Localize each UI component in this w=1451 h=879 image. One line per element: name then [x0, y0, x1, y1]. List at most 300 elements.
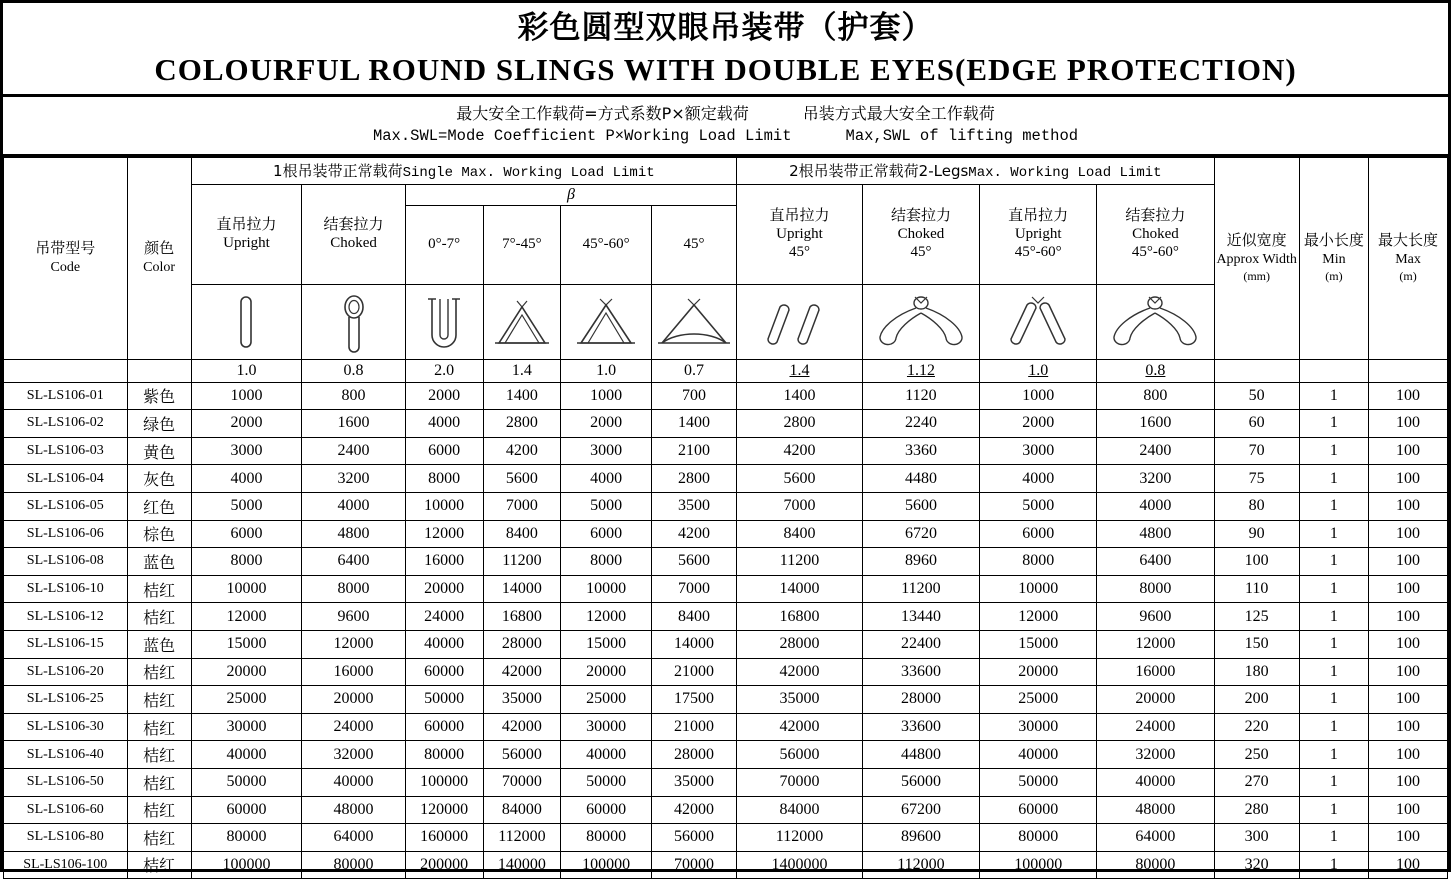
cell-max-length: 100 — [1369, 630, 1448, 658]
cell-load-9: 12000 — [980, 603, 1097, 631]
cell-load-9: 80000 — [980, 824, 1097, 852]
cell-load-3: 60000 — [405, 658, 483, 686]
cell-min-length: 1 — [1299, 437, 1368, 465]
two-leg-choked-icon — [862, 284, 979, 359]
cell-load-8: 112000 — [862, 851, 979, 879]
cell-load-5: 8000 — [561, 548, 652, 576]
cell-load-8: 56000 — [862, 768, 979, 796]
cell-load-6: 700 — [651, 382, 736, 410]
cell-load-6: 1400 — [651, 410, 736, 438]
header-group-single-en: Single Max. Working Load Limit — [402, 165, 655, 182]
cell-load-7: 4200 — [737, 437, 863, 465]
coef-6: 0.7 — [651, 359, 736, 382]
cell-load-10: 24000 — [1097, 713, 1214, 741]
cell-load-5: 2000 — [561, 410, 652, 438]
cell-load-10: 16000 — [1097, 658, 1214, 686]
cell-load-10: 4000 — [1097, 492, 1214, 520]
header-c4-ang: 7°-45° — [502, 236, 542, 253]
cell-load-3: 24000 — [405, 603, 483, 631]
two-leg-upright-45-60-icon — [980, 284, 1097, 359]
sling-choked-icon — [302, 284, 405, 359]
cell-load-10: 80000 — [1097, 851, 1214, 879]
cell-load-9: 1000 — [980, 382, 1097, 410]
cell-code: SL-LS106-05 — [4, 492, 128, 520]
cell-load-6: 42000 — [651, 796, 736, 824]
cell-code: SL-LS106-06 — [4, 520, 128, 548]
cell-code: SL-LS106-80 — [4, 824, 128, 852]
load-limit-table — [3, 157, 1448, 879]
cell-width: 125 — [1214, 603, 1299, 631]
coef-9: 1.0 — [980, 359, 1097, 382]
cell-load-7: 112000 — [737, 824, 863, 852]
cell-load-4: 1400 — [483, 382, 561, 410]
header-approx-width — [1214, 157, 1299, 359]
cell-color: 红色 — [127, 492, 191, 520]
cell-load-3: 100000 — [405, 768, 483, 796]
cell-code: SL-LS106-40 — [4, 741, 128, 769]
cell-load-6: 28000 — [651, 741, 736, 769]
table-row — [4, 382, 1448, 410]
cell-color: 黄色 — [127, 437, 191, 465]
coef-10: 0.8 — [1097, 359, 1214, 382]
cell-max-length: 100 — [1369, 741, 1448, 769]
header-c10-cn: 结套拉力 — [1125, 205, 1186, 224]
cell-load-9: 60000 — [980, 796, 1097, 824]
cell-load-7: 5600 — [737, 465, 863, 493]
table-row — [4, 492, 1448, 520]
cell-load-5: 4000 — [561, 465, 652, 493]
cell-load-9: 2000 — [980, 410, 1097, 438]
cell-color: 桔红 — [127, 686, 191, 714]
header-col-upright-2legs-45 — [737, 184, 863, 284]
cell-min-length: 1 — [1299, 658, 1368, 686]
cell-load-2: 3200 — [302, 465, 405, 493]
cell-load-1: 2000 — [191, 410, 302, 438]
header-max-length — [1369, 157, 1448, 359]
header-col-upright-2legs-45-60 — [980, 184, 1097, 284]
cell-load-6: 17500 — [651, 686, 736, 714]
cell-load-4: 42000 — [483, 713, 561, 741]
title-block — [3, 3, 1448, 97]
header-c9-en: Upright — [1014, 225, 1062, 242]
coef-min-blank — [1299, 359, 1368, 382]
cell-load-8: 22400 — [862, 630, 979, 658]
cell-code: SL-LS106-02 — [4, 410, 128, 438]
cell-load-10: 800 — [1097, 382, 1214, 410]
cell-width: 110 — [1214, 575, 1299, 603]
header-min-en: Min — [1322, 251, 1346, 267]
cell-load-5: 30000 — [561, 713, 652, 741]
cell-load-6: 35000 — [651, 768, 736, 796]
cell-max-length: 100 — [1369, 824, 1448, 852]
cell-load-6: 14000 — [651, 630, 736, 658]
coef-5: 1.0 — [561, 359, 652, 382]
table-row — [4, 686, 1448, 714]
cell-min-length: 1 — [1299, 382, 1368, 410]
formula-cn-right: 吊装方式最大安全工作载荷 — [802, 103, 995, 123]
cell-load-9: 50000 — [980, 768, 1097, 796]
header-min-unit: (m) — [1325, 269, 1343, 284]
cell-max-length: 100 — [1369, 658, 1448, 686]
cell-load-10: 9600 — [1097, 603, 1214, 631]
cell-load-4: 4200 — [483, 437, 561, 465]
cell-min-length: 1 — [1299, 492, 1368, 520]
cell-load-6: 21000 — [651, 713, 736, 741]
cell-color: 紫色 — [127, 382, 191, 410]
cell-load-8: 4480 — [862, 465, 979, 493]
cell-load-10: 3200 — [1097, 465, 1214, 493]
cell-load-4: 5600 — [483, 465, 561, 493]
cell-load-9: 10000 — [980, 575, 1097, 603]
cell-min-length: 1 — [1299, 603, 1368, 631]
cell-max-length: 100 — [1369, 437, 1448, 465]
cell-load-2: 20000 — [302, 686, 405, 714]
cell-width: 180 — [1214, 658, 1299, 686]
header-max-unit: (m) — [1399, 269, 1417, 284]
table-row — [4, 630, 1448, 658]
cell-load-2: 4800 — [302, 520, 405, 548]
cell-load-3: 60000 — [405, 713, 483, 741]
cell-load-1: 12000 — [191, 603, 302, 631]
cell-width: 270 — [1214, 768, 1299, 796]
cell-min-length: 1 — [1299, 768, 1368, 796]
header-col-angle-45-60 — [561, 205, 652, 284]
header-code-en: Code — [50, 259, 81, 275]
title-english: COLOURFUL ROUND SLINGS WITH DOUBLE EYES(EDGE PROTECTION) — [154, 51, 1297, 87]
cell-load-3: 40000 — [405, 630, 483, 658]
sling-upright-icon — [191, 284, 302, 359]
cell-load-8: 13440 — [862, 603, 979, 631]
cell-load-2: 40000 — [302, 768, 405, 796]
cell-load-9: 4000 — [980, 465, 1097, 493]
cell-max-length: 100 — [1369, 768, 1448, 796]
cell-load-10: 4800 — [1097, 520, 1214, 548]
cell-load-7: 28000 — [737, 630, 863, 658]
cell-color: 绿色 — [127, 410, 191, 438]
cell-load-4: 28000 — [483, 630, 561, 658]
header-c5-ang: 45°-60° — [582, 236, 630, 253]
cell-width: 220 — [1214, 713, 1299, 741]
table-row — [4, 437, 1448, 465]
header-col-upright-single — [191, 184, 302, 284]
table-row — [4, 548, 1448, 576]
cell-load-5: 60000 — [561, 796, 652, 824]
cell-min-length: 1 — [1299, 796, 1368, 824]
cell-load-7: 70000 — [737, 768, 863, 796]
two-leg-upright-icon — [737, 284, 863, 359]
two-leg-choked-45-60-icon — [1097, 284, 1214, 359]
cell-code: SL-LS106-60 — [4, 796, 128, 824]
cell-load-1: 1000 — [191, 382, 302, 410]
cell-load-7: 8400 — [737, 520, 863, 548]
cell-load-1: 30000 — [191, 713, 302, 741]
cell-max-length: 100 — [1369, 686, 1448, 714]
cell-load-7: 42000 — [737, 658, 863, 686]
header-c8-en: Choked — [897, 225, 945, 242]
cell-load-10: 2400 — [1097, 437, 1214, 465]
cell-load-4: 11200 — [483, 548, 561, 576]
header-col-angle-0-7 — [405, 205, 483, 284]
cell-color: 桔红 — [127, 796, 191, 824]
cell-load-10: 32000 — [1097, 741, 1214, 769]
cell-color: 蓝色 — [127, 630, 191, 658]
cell-load-3: 6000 — [405, 437, 483, 465]
cell-load-2: 24000 — [302, 713, 405, 741]
cell-load-3: 20000 — [405, 575, 483, 603]
cell-color: 灰色 — [127, 465, 191, 493]
table-row — [4, 575, 1448, 603]
header-col-choked-single — [302, 184, 405, 284]
header-min-length — [1299, 157, 1368, 359]
cell-min-length: 1 — [1299, 575, 1368, 603]
header-code-cn: 吊带型号 — [35, 239, 96, 258]
cell-width: 250 — [1214, 741, 1299, 769]
header-c7-en: Upright — [776, 225, 823, 242]
cell-load-9: 15000 — [980, 630, 1097, 658]
cell-min-length: 1 — [1299, 548, 1368, 576]
cell-width: 280 — [1214, 796, 1299, 824]
cell-color: 桔红 — [127, 713, 191, 741]
cell-min-length: 1 — [1299, 630, 1368, 658]
cell-load-1: 40000 — [191, 741, 302, 769]
cell-load-9: 5000 — [980, 492, 1097, 520]
cell-load-4: 7000 — [483, 492, 561, 520]
table-row — [4, 520, 1448, 548]
cell-min-length: 1 — [1299, 410, 1368, 438]
cell-load-3: 12000 — [405, 520, 483, 548]
header-col-choked-2legs-45 — [862, 184, 979, 284]
cell-load-10: 1600 — [1097, 410, 1214, 438]
cell-load-4: 14000 — [483, 575, 561, 603]
cell-max-length: 100 — [1369, 603, 1448, 631]
cell-min-length: 1 — [1299, 465, 1368, 493]
cell-code: SL-LS106-03 — [4, 437, 128, 465]
sling-basket-icon — [405, 284, 483, 359]
cell-load-5: 12000 — [561, 603, 652, 631]
cell-load-5: 5000 — [561, 492, 652, 520]
cell-load-1: 6000 — [191, 520, 302, 548]
cell-load-8: 28000 — [862, 686, 979, 714]
cell-load-4: 56000 — [483, 741, 561, 769]
cell-load-5: 15000 — [561, 630, 652, 658]
cell-load-8: 5600 — [862, 492, 979, 520]
cell-load-2: 48000 — [302, 796, 405, 824]
header-c9-cn: 直吊拉力 — [1008, 205, 1069, 224]
cell-load-9: 8000 — [980, 548, 1097, 576]
cell-color: 桔红 — [127, 851, 191, 879]
cell-width: 300 — [1214, 824, 1299, 852]
cell-max-length: 100 — [1369, 851, 1448, 879]
cell-load-6: 21000 — [651, 658, 736, 686]
cell-load-3: 10000 — [405, 492, 483, 520]
cell-load-9: 30000 — [980, 713, 1097, 741]
cell-load-4: 16800 — [483, 603, 561, 631]
cell-code: SL-LS106-100 — [4, 851, 128, 879]
formula-block — [3, 97, 1448, 157]
cell-color: 桔红 — [127, 658, 191, 686]
cell-load-2: 9600 — [302, 603, 405, 631]
cell-load-1: 15000 — [191, 630, 302, 658]
cell-code: SL-LS106-25 — [4, 686, 128, 714]
cell-load-8: 1120 — [862, 382, 979, 410]
header-beta: β — [405, 184, 736, 205]
table-body — [4, 382, 1448, 879]
cell-load-1: 50000 — [191, 768, 302, 796]
cell-color: 桔红 — [127, 741, 191, 769]
cell-load-2: 800 — [302, 382, 405, 410]
cell-color: 桔红 — [127, 824, 191, 852]
cell-width: 320 — [1214, 851, 1299, 879]
cell-load-1: 8000 — [191, 548, 302, 576]
cell-load-6: 3500 — [651, 492, 736, 520]
coef-width-blank — [1214, 359, 1299, 382]
cell-max-length: 100 — [1369, 382, 1448, 410]
header-group-row — [4, 157, 1448, 184]
header-c10-ang: 45°-60° — [1131, 244, 1179, 261]
cell-width: 80 — [1214, 492, 1299, 520]
header-c2-cn: 结套拉力 — [323, 215, 384, 234]
cell-width: 100 — [1214, 548, 1299, 576]
cell-max-length: 100 — [1369, 713, 1448, 741]
cell-load-2: 32000 — [302, 741, 405, 769]
cell-load-3: 2000 — [405, 382, 483, 410]
cell-load-7: 1400000 — [737, 851, 863, 879]
table-row — [4, 824, 1448, 852]
cell-min-length: 1 — [1299, 520, 1368, 548]
header-color-en: Color — [143, 259, 176, 275]
cell-load-10: 12000 — [1097, 630, 1214, 658]
header-group-two-cn: 2根吊装带正常载荷2-Legs — [789, 162, 969, 181]
cell-max-length: 100 — [1369, 465, 1448, 493]
cell-load-4: 42000 — [483, 658, 561, 686]
header-group-single — [191, 157, 737, 184]
table-row — [4, 768, 1448, 796]
header-c1-cn: 直吊拉力 — [216, 215, 277, 234]
cell-load-6: 70000 — [651, 851, 736, 879]
sling-basket-angle-45-icon — [651, 284, 736, 359]
cell-code: SL-LS106-15 — [4, 630, 128, 658]
table-row — [4, 658, 1448, 686]
table-row — [4, 465, 1448, 493]
header-col-choked-2legs-45-60 — [1097, 184, 1214, 284]
header-c7-ang: 45° — [788, 244, 810, 261]
formula-en-right: Max,SWL of lifting method — [845, 127, 1079, 146]
cell-load-5: 3000 — [561, 437, 652, 465]
header-c7-cn: 直吊拉力 — [769, 205, 830, 224]
cell-max-length: 100 — [1369, 520, 1448, 548]
cell-load-6: 5600 — [651, 548, 736, 576]
cell-load-4: 140000 — [483, 851, 561, 879]
cell-min-length: 1 — [1299, 713, 1368, 741]
cell-code: SL-LS106-20 — [4, 658, 128, 686]
table-header — [4, 157, 1448, 382]
cell-load-7: 42000 — [737, 713, 863, 741]
cell-load-5: 80000 — [561, 824, 652, 852]
sling-basket-angle-45-60-icon — [561, 284, 652, 359]
header-code — [4, 157, 128, 359]
cell-load-3: 200000 — [405, 851, 483, 879]
coef-4: 1.4 — [483, 359, 561, 382]
cell-load-3: 80000 — [405, 741, 483, 769]
coef-color-blank — [127, 359, 191, 382]
cell-code: SL-LS106-01 — [4, 382, 128, 410]
table-row — [4, 603, 1448, 631]
cell-load-6: 7000 — [651, 575, 736, 603]
cell-load-6: 2800 — [651, 465, 736, 493]
coef-7: 1.4 — [737, 359, 863, 382]
cell-load-10: 48000 — [1097, 796, 1214, 824]
header-c8-ang: 45° — [910, 244, 932, 261]
cell-load-5: 50000 — [561, 768, 652, 796]
table-row — [4, 851, 1448, 879]
header-width-unit: (mm) — [1243, 269, 1270, 284]
cell-load-8: 33600 — [862, 658, 979, 686]
cell-load-8: 11200 — [862, 575, 979, 603]
coef-3: 2.0 — [405, 359, 483, 382]
cell-code: SL-LS106-04 — [4, 465, 128, 493]
coef-2: 0.8 — [302, 359, 405, 382]
cell-min-length: 1 — [1299, 851, 1368, 879]
cell-load-8: 33600 — [862, 713, 979, 741]
cell-load-10: 6400 — [1097, 548, 1214, 576]
cell-load-7: 7000 — [737, 492, 863, 520]
cell-load-5: 20000 — [561, 658, 652, 686]
header-c2-en: Choked — [330, 235, 377, 252]
cell-load-8: 89600 — [862, 824, 979, 852]
header-width-en: Approx Width — [1216, 251, 1297, 267]
cell-load-7: 14000 — [737, 575, 863, 603]
formula-english — [3, 125, 1448, 147]
cell-load-6: 56000 — [651, 824, 736, 852]
cell-load-5: 100000 — [561, 851, 652, 879]
cell-load-4: 112000 — [483, 824, 561, 852]
formula-chinese — [3, 102, 1448, 125]
cell-load-2: 2400 — [302, 437, 405, 465]
cell-max-length: 100 — [1369, 492, 1448, 520]
cell-load-1: 25000 — [191, 686, 302, 714]
cell-load-5: 1000 — [561, 382, 652, 410]
header-c1-en: Upright — [223, 235, 270, 252]
cell-max-length: 100 — [1369, 410, 1448, 438]
cell-load-2: 8000 — [302, 575, 405, 603]
cell-max-length: 100 — [1369, 575, 1448, 603]
cell-load-8: 44800 — [862, 741, 979, 769]
cell-max-length: 100 — [1369, 548, 1448, 576]
table-row — [4, 796, 1448, 824]
coef-code-blank — [4, 359, 128, 382]
cell-load-4: 2800 — [483, 410, 561, 438]
cell-min-length: 1 — [1299, 741, 1368, 769]
table-row — [4, 410, 1448, 438]
coefficient-row — [4, 359, 1448, 382]
header-max-cn: 最大长度 — [1378, 231, 1439, 250]
header-c6-ang: 45° — [683, 236, 705, 253]
cell-load-3: 120000 — [405, 796, 483, 824]
cell-load-9: 6000 — [980, 520, 1097, 548]
cell-color: 棕色 — [127, 520, 191, 548]
cell-load-10: 20000 — [1097, 686, 1214, 714]
cell-load-5: 10000 — [561, 575, 652, 603]
cell-width: 70 — [1214, 437, 1299, 465]
cell-load-10: 40000 — [1097, 768, 1214, 796]
cell-load-9: 3000 — [980, 437, 1097, 465]
title-chinese: 彩色圆型双眼吊装带（护套） — [517, 10, 934, 46]
cell-code: SL-LS106-10 — [4, 575, 128, 603]
cell-load-3: 16000 — [405, 548, 483, 576]
cell-load-8: 67200 — [862, 796, 979, 824]
header-color — [127, 157, 191, 359]
cell-load-8: 3360 — [862, 437, 979, 465]
